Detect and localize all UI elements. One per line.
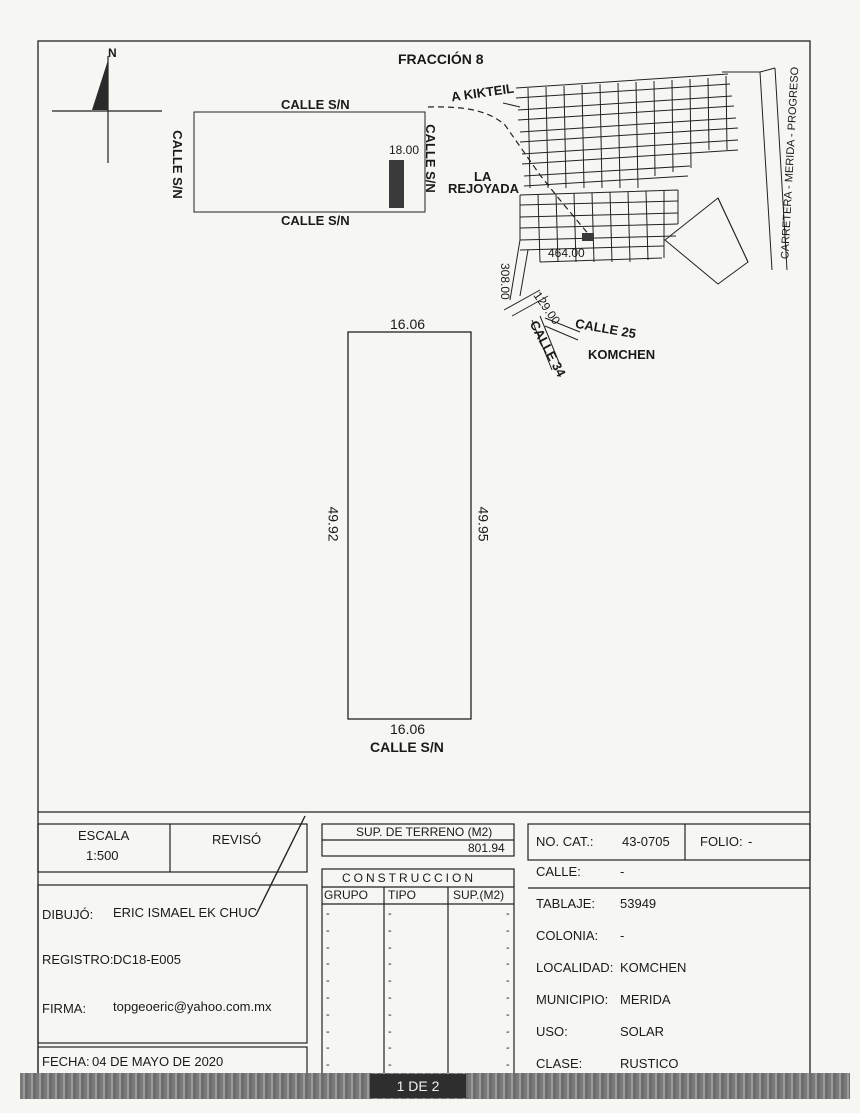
sup-terreno-label: SUP. DE TERRENO (M2) bbox=[356, 825, 493, 839]
lot-location-marker bbox=[582, 233, 594, 241]
construccion-cell: - bbox=[388, 992, 392, 1004]
field-value: SOLAR bbox=[620, 1024, 665, 1039]
north-arrow bbox=[52, 56, 162, 163]
dibujo-label: DIBUJÓ: bbox=[42, 907, 94, 922]
page-frame bbox=[38, 41, 810, 1081]
field-value: MERIDA bbox=[620, 992, 671, 1007]
page-indicator: 1 DE 2 bbox=[370, 1074, 466, 1098]
construccion-cell: - bbox=[506, 975, 510, 988]
field-label: MUNICIPIO: bbox=[536, 992, 609, 1007]
folio-label: FOLIO: bbox=[700, 834, 743, 849]
street-top-label: CALLE S/N bbox=[281, 97, 350, 112]
col-sup: SUP.(M2) bbox=[453, 888, 505, 902]
fecha-label: FECHA: bbox=[42, 1054, 90, 1069]
no-cat-label: NO. CAT.: bbox=[536, 834, 594, 849]
registro-value: DC18-E005 bbox=[113, 952, 181, 967]
escala-value: 1:500 bbox=[86, 848, 119, 863]
frontage-label: 18.00 bbox=[389, 143, 420, 157]
dibujo-value: ERIC ISMAEL EK CHUC bbox=[113, 905, 257, 920]
construccion-cell: - bbox=[388, 924, 392, 937]
construccion-cell: - bbox=[506, 941, 510, 954]
calle-25-label: CALLE 25 bbox=[574, 315, 638, 342]
highway-label: CARRETERA - MERIDA - PROGRESO bbox=[779, 66, 802, 260]
construccion-cell: - bbox=[388, 908, 392, 920]
firma-label: FIRMA: bbox=[42, 1001, 87, 1016]
reviso-label: REVISÓ bbox=[212, 832, 262, 847]
construccion-cell: - bbox=[326, 941, 330, 954]
construccion-cell: - bbox=[506, 924, 510, 937]
construccion-cell: - bbox=[326, 958, 330, 971]
lot-left-dimension: 49.92 bbox=[325, 506, 342, 542]
folio-value: - bbox=[748, 834, 753, 849]
lot-street-label: CALLE S/N bbox=[370, 739, 444, 755]
construccion-cell: - bbox=[326, 1025, 330, 1038]
escala-label: ESCALA bbox=[78, 828, 130, 843]
north-label: N bbox=[108, 46, 117, 60]
street-bottom-label: CALLE S/N bbox=[281, 213, 350, 228]
construccion-cell: - bbox=[388, 975, 392, 988]
rejoyada-label: REJOYADA bbox=[448, 181, 520, 196]
lot-bottom-dimension: 16.06 bbox=[390, 721, 426, 737]
construccion-cell: - bbox=[388, 1025, 392, 1038]
construccion-cell: - bbox=[388, 1059, 392, 1072]
construccion-cell: - bbox=[388, 1008, 392, 1021]
construccion-cell: - bbox=[506, 958, 510, 971]
construccion-cell: - bbox=[326, 908, 330, 920]
kikteil-label: A KIKTEIL bbox=[450, 80, 515, 105]
registro-label: REGISTRO: bbox=[42, 952, 114, 967]
col-grupo: GRUPO bbox=[324, 888, 369, 902]
construccion-cell: - bbox=[506, 1008, 510, 1021]
firma-value: topgeoeric@yahoo.com.mx bbox=[113, 999, 272, 1014]
field-value: - bbox=[620, 928, 625, 943]
plan-title: FRACCIÓN 8 bbox=[398, 51, 484, 67]
construccion-cell: - bbox=[326, 975, 330, 988]
street-right-label: CALLE S/N bbox=[422, 124, 438, 193]
construccion-cell: - bbox=[506, 1059, 510, 1072]
construccion-cell: - bbox=[326, 924, 330, 937]
subject-lot-marker bbox=[389, 160, 404, 208]
calle-34-label: CALLE 34 bbox=[526, 318, 569, 380]
field-label: LOCALIDAD: bbox=[536, 960, 614, 975]
construccion-cell: - bbox=[388, 941, 392, 954]
distance-129: 129.00 bbox=[530, 289, 564, 328]
construccion-cell: - bbox=[326, 1059, 330, 1072]
field-value: KOMCHEN bbox=[620, 960, 687, 975]
distance-308: 308.00 bbox=[498, 263, 512, 300]
construccion-label: CONSTRUCCION bbox=[342, 871, 476, 885]
fecha-value: 04 DE MAYO DE 2020 bbox=[92, 1054, 224, 1069]
field-value: RUSTICO bbox=[620, 1056, 679, 1071]
construccion-cell: - bbox=[326, 1008, 330, 1021]
construccion-cell: - bbox=[506, 1042, 510, 1055]
field-label: COLONIA: bbox=[536, 928, 599, 943]
sup-terreno-value: 801.94 bbox=[468, 841, 505, 855]
field-value: 53949 bbox=[620, 896, 657, 911]
col-tipo: TIPO bbox=[388, 888, 417, 902]
town-grid bbox=[504, 68, 787, 370]
construccion-cell: - bbox=[506, 1025, 510, 1038]
construccion-cell: - bbox=[506, 992, 510, 1004]
lot-right-dimension: 49.95 bbox=[475, 506, 492, 542]
field-label: USO: bbox=[536, 1024, 568, 1039]
construccion-cell: - bbox=[326, 1042, 330, 1055]
construccion-cell: - bbox=[506, 908, 510, 920]
field-label: CALLE: bbox=[536, 864, 581, 879]
field-label: CLASE: bbox=[536, 1056, 583, 1071]
lot-top-dimension: 16.06 bbox=[390, 316, 426, 332]
town-label: KOMCHEN bbox=[588, 347, 656, 362]
distance-464: 464.00 bbox=[548, 246, 585, 260]
construccion-cell: - bbox=[326, 992, 330, 1004]
construccion-cell: - bbox=[388, 958, 392, 971]
lot-polygon bbox=[348, 332, 471, 719]
la-label: LA bbox=[474, 169, 492, 184]
no-cat-value: 43-0705 bbox=[622, 834, 670, 849]
street-left-label: CALLE S/N bbox=[169, 130, 185, 199]
field-value: - bbox=[620, 864, 625, 879]
field-label: TABLAJE: bbox=[536, 896, 596, 911]
construccion-cell: - bbox=[388, 1042, 392, 1055]
